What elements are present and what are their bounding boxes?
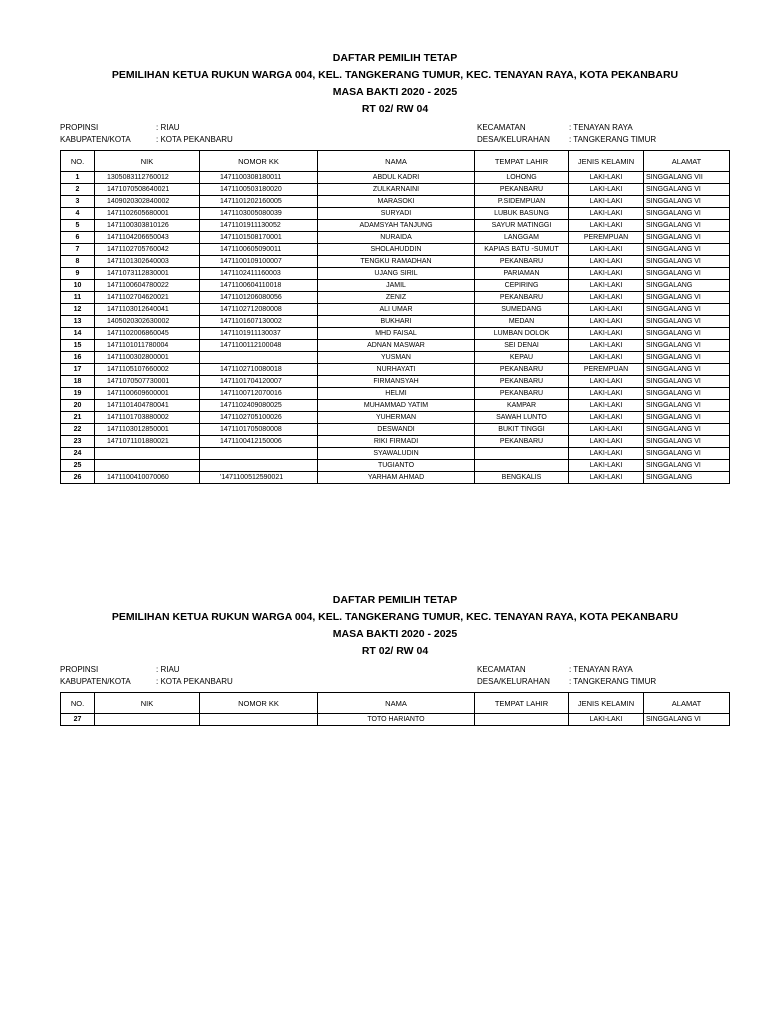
- cell-nomor-kk: 1471101704120007: [200, 376, 318, 388]
- column-header-tempat-lahir: TEMPAT LAHIR: [475, 151, 569, 172]
- cell-nomor-kk: 1471101911130037: [200, 328, 318, 340]
- cell-nik: 1471100604780022: [95, 280, 200, 292]
- cell-alamat: SINGGALANG VI: [644, 220, 730, 232]
- cell-no: 25: [61, 460, 95, 472]
- cell-jenis-kelamin: LAKI-LAKI: [569, 448, 644, 460]
- cell-nama: YARHAM AHMAD: [318, 472, 475, 484]
- column-header-nomor-kk: NOMOR KK: [200, 151, 318, 172]
- cell-jenis-kelamin: LAKI-LAKI: [569, 714, 644, 726]
- cell-jenis-kelamin: LAKI-LAKI: [569, 328, 644, 340]
- cell-nama: ZULKARNAINI: [318, 184, 475, 196]
- column-header-nama: NAMA: [318, 693, 475, 714]
- cell-nama: MARASOKI: [318, 196, 475, 208]
- cell-nama: ADNAN MASWAR: [318, 340, 475, 352]
- table-row: [61, 304, 730, 316]
- cell-nomor-kk: 1471100604110018: [200, 280, 318, 292]
- document-rt-rw: RT 02/ RW 04: [361, 103, 429, 115]
- cell-nomor-kk: 1471102409080025: [200, 400, 318, 412]
- table-row: [61, 376, 730, 388]
- cell-nomor-kk: 1471100109100007: [200, 256, 318, 268]
- cell-nomor-kk: 1471101202160005: [200, 196, 318, 208]
- propinsi-label: PROPINSI: [60, 665, 99, 674]
- cell-nama: TOTO HARIANTO: [318, 714, 475, 726]
- cell-nama: TENGKU RAMADHAN: [318, 256, 475, 268]
- kabupaten-value: : KOTA PEKANBARU: [156, 677, 233, 686]
- kabupaten-value: : KOTA PEKANBARU: [156, 135, 233, 144]
- cell-tempat-lahir: [475, 714, 569, 726]
- cell-nik: 1471101404780041: [95, 400, 200, 412]
- cell-no: 27: [61, 714, 95, 726]
- column-header-nik: NIK: [95, 151, 200, 172]
- table-row: [61, 268, 730, 280]
- column-header-no: NO.: [61, 151, 95, 172]
- cell-nomor-kk: [200, 448, 318, 460]
- cell-nik: 1471070508640021: [95, 184, 200, 196]
- cell-tempat-lahir: CEPIRING: [475, 280, 569, 292]
- cell-alamat: SINGGALANG VI: [644, 448, 730, 460]
- cell-no: 1: [61, 172, 95, 184]
- kecamatan-label: KECAMATAN: [477, 665, 526, 674]
- cell-jenis-kelamin: LAKI-LAKI: [569, 400, 644, 412]
- document-title: DAFTAR PEMILIH TETAP: [332, 52, 458, 64]
- table-row: [61, 328, 730, 340]
- cell-alamat: SINGGALANG VI: [644, 244, 730, 256]
- cell-tempat-lahir: SAWAH LUNTO: [475, 412, 569, 424]
- column-header-nomor-kk: NOMOR KK: [200, 693, 318, 714]
- table-row: [61, 388, 730, 400]
- cell-nama: SYAWALUDIN: [318, 448, 475, 460]
- document-subtitle: PEMILIHAN KETUA RUKUN WARGA 004, KEL. TANGKERANG TUMUR, KEC. TENAYAN RAYA, KOTA PEKANBARU: [111, 611, 679, 623]
- kabupaten-label: KABUPATEN/KOTA: [60, 677, 131, 686]
- cell-jenis-kelamin: LAKI-LAKI: [569, 292, 644, 304]
- table-row: [61, 352, 730, 364]
- cell-no: 8: [61, 256, 95, 268]
- cell-jenis-kelamin: LAKI-LAKI: [569, 352, 644, 364]
- cell-jenis-kelamin: LAKI-LAKI: [569, 268, 644, 280]
- cell-nama: YUHERMAN: [318, 412, 475, 424]
- cell-nik: 1471101703880002: [95, 412, 200, 424]
- table-header-row: [61, 693, 730, 714]
- cell-tempat-lahir: BUKIT TINGGI: [475, 424, 569, 436]
- cell-nik: 1471102006860045: [95, 328, 200, 340]
- cell-alamat: SINGGALANG VI: [644, 424, 730, 436]
- cell-no: 22: [61, 424, 95, 436]
- cell-no: 21: [61, 412, 95, 424]
- cell-tempat-lahir: PEKANBARU: [475, 184, 569, 196]
- cell-alamat: SINGGALANG VI: [644, 376, 730, 388]
- cell-alamat: SINGGALANG VI: [644, 340, 730, 352]
- table-row: [61, 256, 730, 268]
- cell-nama: ALI UMAR: [318, 304, 475, 316]
- cell-nomor-kk: 1471101206080056: [200, 292, 318, 304]
- cell-no: 2: [61, 184, 95, 196]
- voter-table-body: [61, 172, 730, 484]
- cell-nomor-kk: '1471100512590021: [200, 472, 318, 484]
- cell-nama: HELMI: [318, 388, 475, 400]
- cell-nama: DESWANDI: [318, 424, 475, 436]
- propinsi-label: PROPINSI: [60, 123, 99, 132]
- cell-jenis-kelamin: LAKI-LAKI: [569, 244, 644, 256]
- cell-jenis-kelamin: PEREMPUAN: [569, 364, 644, 376]
- voter-list-section-2: [60, 592, 730, 726]
- cell-alamat: SINGGALANG VI: [644, 268, 730, 280]
- column-header-tempat-lahir: TEMPAT LAHIR: [475, 693, 569, 714]
- column-header-nik: NIK: [95, 693, 200, 714]
- cell-nik: 1471070507730001: [95, 376, 200, 388]
- cell-tempat-lahir: SUMEDANG: [475, 304, 569, 316]
- cell-nik: 1471102605680001: [95, 208, 200, 220]
- cell-nik: 1471101011780004: [95, 340, 200, 352]
- cell-nik: 1409020302840002: [95, 196, 200, 208]
- cell-tempat-lahir: KEPAU: [475, 352, 569, 364]
- cell-nomor-kk: 1471101705080008: [200, 424, 318, 436]
- cell-nik: 1471100303810126: [95, 220, 200, 232]
- cell-tempat-lahir: PEKANBARU: [475, 292, 569, 304]
- kabupaten-label: KABUPATEN/KOTA: [60, 135, 131, 144]
- cell-tempat-lahir: SAYUR MATINGGI: [475, 220, 569, 232]
- cell-nama: JAMIL: [318, 280, 475, 292]
- propinsi-value: : RIAU: [156, 665, 180, 674]
- table-row: [61, 196, 730, 208]
- desa-label: DESA/KELURAHAN: [477, 135, 550, 144]
- cell-jenis-kelamin: LAKI-LAKI: [569, 316, 644, 328]
- cell-jenis-kelamin: LAKI-LAKI: [569, 424, 644, 436]
- cell-nomor-kk: 1471100712070016: [200, 388, 318, 400]
- cell-nama: MUHAMMAD YATIM: [318, 400, 475, 412]
- cell-no: 12: [61, 304, 95, 316]
- cell-alamat: SINGGALANG VI: [644, 388, 730, 400]
- cell-nomor-kk: 1471103005080039: [200, 208, 318, 220]
- cell-nama: MHD FAISAL: [318, 328, 475, 340]
- cell-nik: 1305083112760012: [95, 172, 200, 184]
- cell-tempat-lahir: MEDAN: [475, 316, 569, 328]
- cell-alamat: SINGGALANG VI: [644, 352, 730, 364]
- cell-nomor-kk: 1471100605090011: [200, 244, 318, 256]
- cell-no: 7: [61, 244, 95, 256]
- cell-alamat: SINGGALANG VI: [644, 232, 730, 244]
- cell-tempat-lahir: LUBUK BASUNG: [475, 208, 569, 220]
- cell-tempat-lahir: P.SIDEMPUAN: [475, 196, 569, 208]
- cell-alamat: SINGGALANG VI: [644, 256, 730, 268]
- cell-jenis-kelamin: LAKI-LAKI: [569, 436, 644, 448]
- cell-alamat: SINGGALANG VI: [644, 184, 730, 196]
- cell-tempat-lahir: KAMPAR: [475, 400, 569, 412]
- cell-nik: 1471105107660002: [95, 364, 200, 376]
- cell-jenis-kelamin: LAKI-LAKI: [569, 472, 644, 484]
- cell-tempat-lahir: KAPIAS BATU -SUMUT: [475, 244, 569, 256]
- cell-nama: NURAIDA: [318, 232, 475, 244]
- cell-nama: ABDUL KADRI: [318, 172, 475, 184]
- cell-jenis-kelamin: LAKI-LAKI: [569, 412, 644, 424]
- cell-no: 18: [61, 376, 95, 388]
- cell-jenis-kelamin: LAKI-LAKI: [569, 196, 644, 208]
- cell-jenis-kelamin: LAKI-LAKI: [569, 460, 644, 472]
- cell-tempat-lahir: PEKANBARU: [475, 436, 569, 448]
- cell-nik: 1471102704620021: [95, 292, 200, 304]
- region-info: [60, 665, 730, 692]
- table-row: [61, 232, 730, 244]
- cell-nama: UJANG SIRIL: [318, 268, 475, 280]
- cell-nama: SURYADI: [318, 208, 475, 220]
- voter-table-body: [61, 714, 730, 726]
- cell-jenis-kelamin: LAKI-LAKI: [569, 304, 644, 316]
- cell-jenis-kelamin: LAKI-LAKI: [569, 220, 644, 232]
- document-rt-rw: RT 02/ RW 04: [361, 645, 429, 657]
- cell-no: 11: [61, 292, 95, 304]
- voter-table: [60, 150, 730, 484]
- document-title: DAFTAR PEMILIH TETAP: [332, 594, 458, 606]
- desa-value: : TANGKERANG TIMUR: [569, 135, 657, 144]
- table-row: [61, 280, 730, 292]
- cell-nomor-kk: 1471102411160003: [200, 268, 318, 280]
- cell-nomor-kk: 1471101911130052: [200, 220, 318, 232]
- cell-nama: NURHAYATI: [318, 364, 475, 376]
- kecamatan-value: : TENAYAN RAYA: [569, 123, 633, 132]
- cell-nama: SHOLAHUDDIN: [318, 244, 475, 256]
- kecamatan-value: : TENAYAN RAYA: [569, 665, 633, 674]
- cell-no: 16: [61, 352, 95, 364]
- cell-jenis-kelamin: LAKI-LAKI: [569, 376, 644, 388]
- cell-alamat: SINGGALANG VI: [644, 364, 730, 376]
- cell-no: 15: [61, 340, 95, 352]
- cell-nomor-kk: 1471101508170001: [200, 232, 318, 244]
- cell-alamat: SINGGALANG VI: [644, 304, 730, 316]
- cell-nomor-kk: [200, 714, 318, 726]
- cell-nomor-kk: 1471100308180011: [200, 172, 318, 184]
- cell-jenis-kelamin: LAKI-LAKI: [569, 256, 644, 268]
- cell-nama: BUKHARI: [318, 316, 475, 328]
- cell-no: 4: [61, 208, 95, 220]
- voter-table: [60, 692, 730, 726]
- cell-nomor-kk: [200, 352, 318, 364]
- cell-alamat: SINGGALANG VI: [644, 460, 730, 472]
- cell-alamat: SINGGALANG VI: [644, 196, 730, 208]
- table-row: [61, 364, 730, 376]
- document-subtitle: PEMILIHAN KETUA RUKUN WARGA 004, KEL. TANGKERANG TUMUR, KEC. TENAYAN RAYA, KOTA PEKANBARU: [111, 69, 679, 81]
- cell-no: 3: [61, 196, 95, 208]
- cell-alamat: SINGGALANG VI: [644, 714, 730, 726]
- cell-alamat: SINGGALANG VI: [644, 292, 730, 304]
- cell-no: 13: [61, 316, 95, 328]
- cell-nomor-kk: 1471102710080018: [200, 364, 318, 376]
- table-row: [61, 292, 730, 304]
- cell-nik: 1471103012850001: [95, 424, 200, 436]
- column-header-alamat: ALAMAT: [644, 151, 730, 172]
- cell-tempat-lahir: PEKANBARU: [475, 376, 569, 388]
- cell-tempat-lahir: [475, 460, 569, 472]
- cell-nik: [95, 448, 200, 460]
- column-header-no: NO.: [61, 693, 95, 714]
- cell-no: 6: [61, 232, 95, 244]
- propinsi-value: : RIAU: [156, 123, 180, 132]
- cell-nama: YUSMAN: [318, 352, 475, 364]
- cell-alamat: SINGGALANG VI: [644, 436, 730, 448]
- cell-nomor-kk: 1471100412150006: [200, 436, 318, 448]
- cell-nik: 1471100410070060: [95, 472, 200, 484]
- cell-alamat: SINGGALANG: [644, 280, 730, 292]
- table-row: [61, 472, 730, 484]
- cell-tempat-lahir: LANGGAM: [475, 232, 569, 244]
- table-row: [61, 424, 730, 436]
- cell-no: 5: [61, 220, 95, 232]
- cell-jenis-kelamin: LAKI-LAKI: [569, 280, 644, 292]
- cell-tempat-lahir: [475, 448, 569, 460]
- cell-no: 19: [61, 388, 95, 400]
- cell-nik: 1471102705760042: [95, 244, 200, 256]
- table-row: [61, 184, 730, 196]
- cell-alamat: SINGGALANG VI: [644, 400, 730, 412]
- table-row: [61, 714, 730, 726]
- table-row: [61, 460, 730, 472]
- table-row: [61, 400, 730, 412]
- cell-alamat: SINGGALANG VI: [644, 208, 730, 220]
- cell-nomor-kk: 1471100112100048: [200, 340, 318, 352]
- cell-nik: 1471073112830001: [95, 268, 200, 280]
- cell-no: 17: [61, 364, 95, 376]
- desa-label: DESA/KELURAHAN: [477, 677, 550, 686]
- cell-nik: 1471071101880021: [95, 436, 200, 448]
- cell-nomor-kk: 1471102705100026: [200, 412, 318, 424]
- table-row: [61, 208, 730, 220]
- cell-jenis-kelamin: LAKI-LAKI: [569, 340, 644, 352]
- cell-nik: 1471100609600001: [95, 388, 200, 400]
- cell-alamat: SINGGALANG VI: [644, 412, 730, 424]
- cell-nomor-kk: [200, 460, 318, 472]
- cell-nomor-kk: 1471100503180020: [200, 184, 318, 196]
- region-info: [60, 123, 730, 150]
- cell-tempat-lahir: LUMBAN DOLOK: [475, 328, 569, 340]
- cell-alamat: SINGGALANG: [644, 472, 730, 484]
- column-header-jenis-kelamin: JENIS KELAMIN: [569, 151, 644, 172]
- cell-tempat-lahir: BENGKALIS: [475, 472, 569, 484]
- cell-nik: 1471104206650043: [95, 232, 200, 244]
- cell-no: 20: [61, 400, 95, 412]
- cell-tempat-lahir: PEKANBARU: [475, 388, 569, 400]
- desa-value: : TANGKERANG TIMUR: [569, 677, 657, 686]
- cell-nama: ADAMSYAH TANJUNG: [318, 220, 475, 232]
- cell-nik: 1405020302630002: [95, 316, 200, 328]
- cell-tempat-lahir: PEKANBARU: [475, 256, 569, 268]
- table-row: [61, 412, 730, 424]
- cell-nama: RIKI FIRMADI: [318, 436, 475, 448]
- cell-nik: [95, 714, 200, 726]
- table-header-row: [61, 151, 730, 172]
- cell-nomor-kk: 1471102712080008: [200, 304, 318, 316]
- cell-tempat-lahir: SEI DENAI: [475, 340, 569, 352]
- table-row: [61, 436, 730, 448]
- cell-nik: 1471103012640041: [95, 304, 200, 316]
- voter-list-section-1: [60, 50, 730, 484]
- document-period: MASA BAKTI 2020 - 2025: [332, 628, 458, 640]
- cell-no: 9: [61, 268, 95, 280]
- cell-nama: FIRMANSYAH: [318, 376, 475, 388]
- cell-no: 24: [61, 448, 95, 460]
- cell-no: 10: [61, 280, 95, 292]
- cell-nik: 1471100302800001: [95, 352, 200, 364]
- cell-nomor-kk: 1471101607130002: [200, 316, 318, 328]
- cell-no: 14: [61, 328, 95, 340]
- cell-alamat: SINGGALANG VII: [644, 172, 730, 184]
- document-period: MASA BAKTI 2020 - 2025: [332, 86, 458, 98]
- cell-nama: ZENIZ: [318, 292, 475, 304]
- cell-jenis-kelamin: LAKI-LAKI: [569, 208, 644, 220]
- cell-jenis-kelamin: LAKI-LAKI: [569, 172, 644, 184]
- cell-nik: 1471101302640003: [95, 256, 200, 268]
- kecamatan-label: KECAMATAN: [477, 123, 526, 132]
- table-row: [61, 244, 730, 256]
- cell-jenis-kelamin: PEREMPUAN: [569, 232, 644, 244]
- cell-jenis-kelamin: LAKI-LAKI: [569, 184, 644, 196]
- cell-nama: TUGIANTO: [318, 460, 475, 472]
- table-row: [61, 316, 730, 328]
- table-row: [61, 448, 730, 460]
- column-header-alamat: ALAMAT: [644, 693, 730, 714]
- cell-no: 23: [61, 436, 95, 448]
- column-header-nama: NAMA: [318, 151, 475, 172]
- cell-tempat-lahir: PARIAMAN: [475, 268, 569, 280]
- table-row: [61, 340, 730, 352]
- cell-alamat: SINGGALANG VI: [644, 328, 730, 340]
- cell-no: 26: [61, 472, 95, 484]
- table-row: [61, 220, 730, 232]
- cell-nik: [95, 460, 200, 472]
- table-row: [61, 172, 730, 184]
- cell-tempat-lahir: PEKANBARU: [475, 364, 569, 376]
- cell-jenis-kelamin: LAKI-LAKI: [569, 388, 644, 400]
- cell-alamat: SINGGALANG VI: [644, 316, 730, 328]
- cell-tempat-lahir: LOHONG: [475, 172, 569, 184]
- column-header-jenis-kelamin: JENIS KELAMIN: [569, 693, 644, 714]
